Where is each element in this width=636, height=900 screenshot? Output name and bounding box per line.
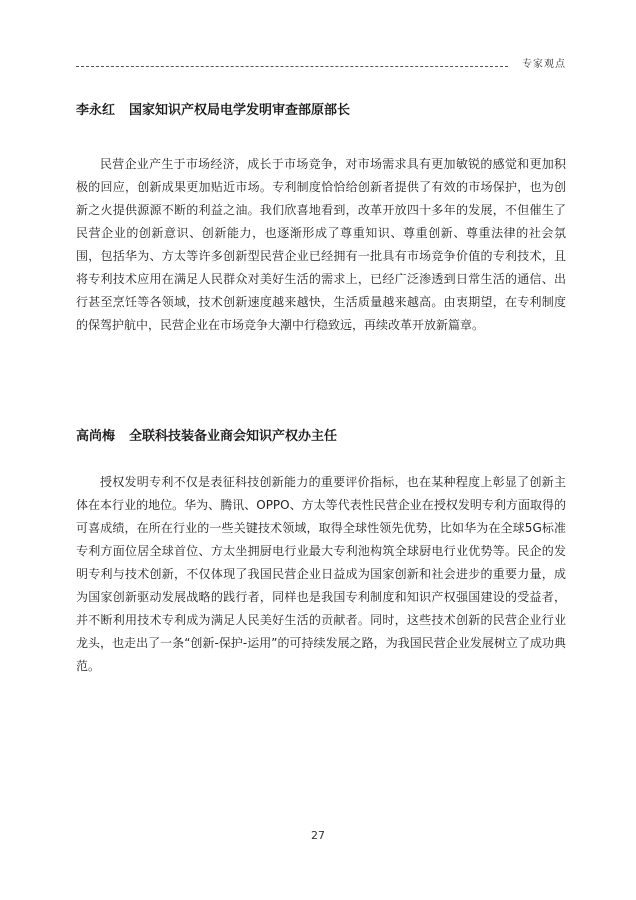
expert-name: 李永红 — [76, 103, 116, 118]
header-section-label: 专家观点 — [522, 59, 566, 70]
expert-title: 全联科技装备业商会知识产权办主任 — [129, 429, 338, 444]
expert-opinion-paragraph: 授权发明专利不仅是表征科技创新能力的重要评价指标，也在某种程度上彰显了创新主体在本行业的地位。华为、腾讯、OPPO、方太等代表性民营企业在授权发明专利方面取得的可喜成绩，在所在行业的一些关键技术领域，取得全球性领先优势，比如华为在全球5G标准专利方面位居全球首位、方太坐拥厨电行业最大专利池构筑全球厨电行业优势等。民企的发明专利与技术创新，不仅体现了我国民营企业日益成为国家创新和社会进步的重要力量，成为国家创新驱动发展战略的践行者，同样也是我国专利制度和知识产权强国建设的受益者，并不断利用技术专利成为满足人民美好生活的贡献者。同时，这些技术创新的民营企业行业龙头，也走出了一条“创新-保护-运用”的可持续发展之路，为我国民营企业发展树立了成功典范。 — [76, 475, 566, 673]
expert-heading — [76, 428, 566, 446]
page-number: 27 — [311, 829, 325, 842]
expert-name: 高尚梅 — [76, 429, 116, 444]
expert-opinion-section — [76, 102, 566, 337]
header-dashed-rule — [76, 66, 508, 67]
expert-opinion-section — [76, 428, 566, 678]
expert-title: 国家知识产权局电学发明审查部原部长 — [129, 103, 351, 118]
expert-heading — [76, 102, 566, 120]
page-header — [76, 58, 566, 72]
expert-opinion-paragraph: 民营企业产生于市场经济，成长于市场竞争，对市场需求具有更加敏锐的感觉和更加积极的回应，创新成果更加贴近市场。专利制度恰恰给创新者提供了有效的市场保护，也为创新之火提供源源不断的利益之油。我们欣喜地看到，改革开放四十多年的发展，不但催生了民营企业的创新意识、创新能力，也逐渐形成了尊重知识、尊重创新、尊重法律的社会氛围，包括华为、方太等许多创新型民营企业已经拥有一批具有市场竞争价值的专利技术，且将专利技术应用在满足人民群众对美好生活的需求上，已经广泛渗透到日常生活的通信、出行甚至烹饪等各领域，技术创新速度越来越快，生活质量越来越高。由衷期望，在专利制度的保驾护航中，民营企业在市场竞争大潮中行稳致远，再续改革开放新篇章。 — [76, 157, 566, 332]
